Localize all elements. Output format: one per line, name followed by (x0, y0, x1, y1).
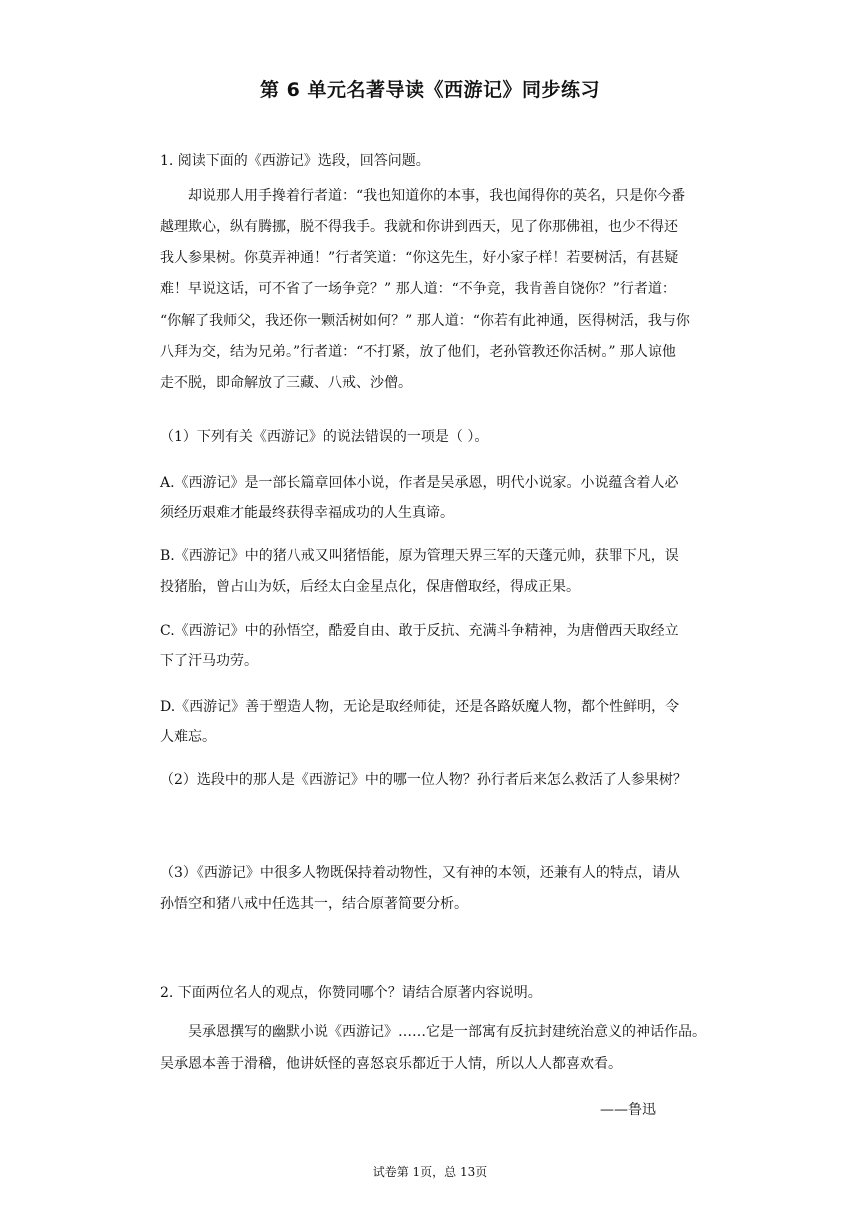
option-c-cont: 下了汗马功劳。 (160, 653, 258, 669)
sub-question-3: （3）《西游记》中很多人物既保持着动物性，又有神的本领，还兼有人的特点，请从 (160, 865, 680, 881)
option-d: D.《西游记》善于塑造人物，无论是取经师徒，还是各路妖魔人物，都个性鲜明，令 (160, 699, 680, 715)
sub-question-1: （1）下列有关《西游记》的说法错误的一项是（ ）。 (160, 429, 489, 445)
passage-line: 八拜为交，结为兄弟。”行者道：“不打紧，放了他们，老孙管教还你活树。” 那人谅他 (160, 344, 676, 360)
quote-line: 吴承恩撰写的幽默小说《西游记》……它是一部寓有反抗封建统治意义的神话作品。 (188, 1024, 706, 1040)
passage-line: 走不脱，即命解放了三藏、八戒、沙僧。 (160, 375, 412, 391)
passage-line: 越理欺心，纵有腾挪，脱不得我手。我就和你讲到西天，见了你那佛祖，也少不得还 (160, 219, 678, 235)
page-title: 第 6 单元名著导读《西游记》同步练习 (260, 79, 600, 101)
sub-question-2: （2）选段中的那人是《西游记》中的哪一位人物？孙行者后来怎么救活了人参果树？ (160, 772, 687, 788)
passage-line: 我人参果树。你莫弄神通！”行者笑道：“你这先生，好小家子样！若要树活，有甚疑 (160, 250, 679, 266)
sub-question-3-cont: 孙悟空和猪八戒中任选其一，结合原著简要分析。 (160, 896, 468, 912)
quote-attribution: ——鲁迅 (600, 1102, 656, 1118)
option-b: B.《西游记》中的猪八戒又叫猪悟能，原为管理天界三军的天蓬元帅，获罪下凡，误 (160, 548, 679, 564)
option-a-cont: 须经历艰难才能最终获得幸福成功的人生真谛。 (160, 505, 454, 521)
option-a: A.《西游记》是一部长篇章回体小说，作者是吴承恩，明代小说家。小说蕴含着人必 (160, 475, 679, 491)
option-c: C.《西游记》中的孙悟空，酷爱自由、敢于反抗、充满斗争精神，为唐僧西天取经立 (160, 623, 679, 639)
passage-line: 难！早说这话，可不省了一场争竞？” 那人道：“不争竞，我肯善自饶你？”行者道： (160, 281, 676, 297)
page-footer: 试卷第 1页，总 13页 (372, 1165, 488, 1179)
question-2-stem: 2. 下面两位名人的观点，你赞同哪个？请结合原著内容说明。 (160, 985, 542, 1001)
option-b-cont: 投猪胎，曾占山为妖，后经太白金星点化，保唐僧取经，得成正果。 (160, 579, 580, 595)
option-d-cont: 人难忘。 (160, 729, 216, 745)
passage-line: 却说那人用手搀着行者道：“我也知道你的本事，我也闻得你的英名，只是你今番 (188, 188, 686, 204)
quote-line: 吴承恩本善于滑稽，他讲妖怪的喜怒哀乐都近于人情，所以人人都喜欢看。 (160, 1056, 622, 1072)
passage-line: “你解了我师父，我还你一颗活树如何？” 那人道：“你若有此神通，医得树活，我与你 (160, 313, 690, 329)
question-1-stem: 1. 阅读下面的《西游记》选段，回答问题。 (160, 153, 430, 169)
